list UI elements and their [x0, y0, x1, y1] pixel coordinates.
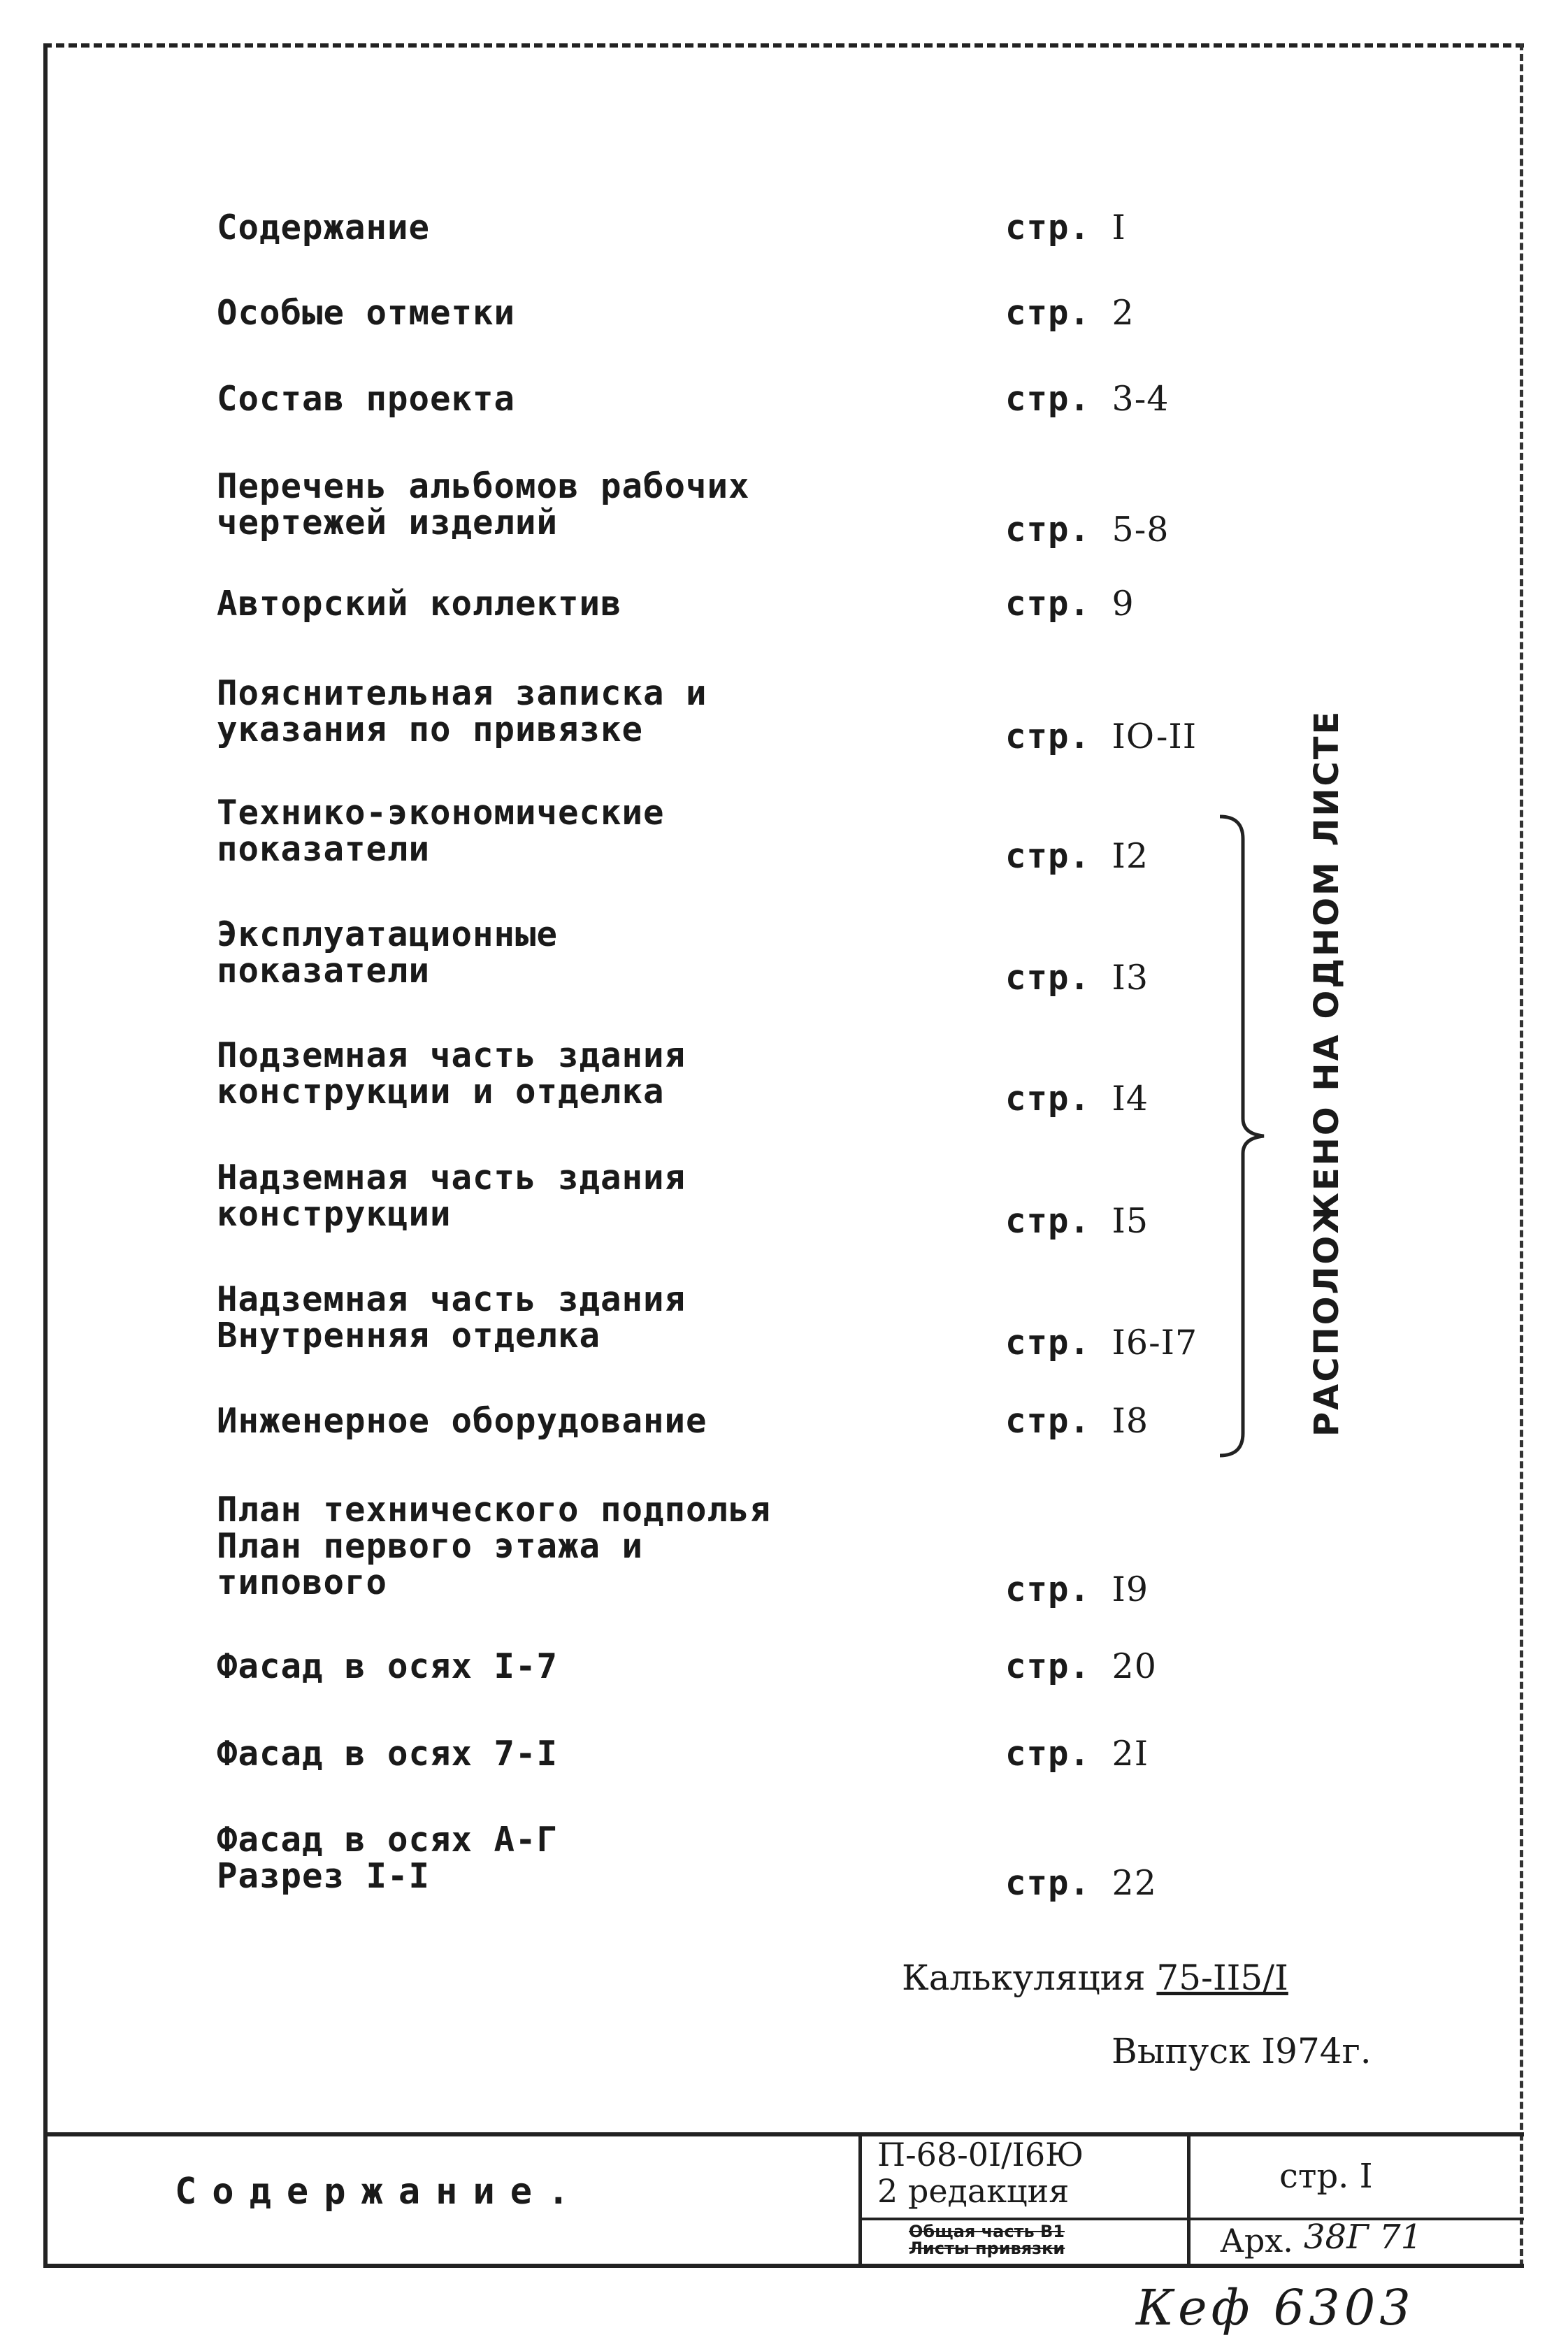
toc-page-prefix: стр.	[1005, 1201, 1091, 1241]
toc-item-title-line: Фасад в осях I-7	[217, 1646, 559, 1686]
toc-item-page	[1005, 381, 1169, 417]
toc-item-title	[217, 1281, 686, 1354]
toc-item-page	[1005, 210, 1126, 246]
toc-item-title	[217, 914, 559, 991]
toc-page-number: 5-8	[1112, 510, 1170, 549]
toc-item-title	[217, 381, 515, 417]
toc-page-number: I6-I7	[1112, 1323, 1198, 1363]
toc-item-title-line: показатели	[217, 951, 431, 991]
issue-year: Выпуск I974г.	[1112, 2031, 1372, 2071]
toc-item-page	[1005, 512, 1169, 548]
toc-page-number: I5	[1112, 1201, 1149, 1241]
toc-item-title-line: Фасад в осях 7-I	[217, 1734, 559, 1774]
stamp-title: Содержание.	[175, 2171, 585, 2213]
toc-item-title	[217, 1822, 558, 1895]
toc-page-prefix: стр.	[1005, 1569, 1091, 1609]
toc-item-title-line: конструкции	[217, 1194, 452, 1234]
toc-item-page	[1005, 1203, 1149, 1240]
toc-item-title	[217, 295, 515, 331]
stamp-divider-3	[858, 2218, 1187, 2220]
toc-item-title	[217, 210, 430, 246]
archive-number: 38Г 71	[1304, 2218, 1423, 2257]
frame-right-border	[1520, 43, 1523, 2266]
toc-item-page	[1005, 960, 1149, 996]
toc-page-number: 2I	[1112, 1734, 1149, 1774]
toc-page-number: I8	[1112, 1401, 1149, 1441]
toc-item-title	[217, 795, 665, 868]
toc-item-title	[217, 468, 750, 541]
frame-top-border	[43, 43, 1524, 48]
toc-page-number: I	[1112, 208, 1126, 247]
toc-page-number: I9	[1112, 1569, 1149, 1609]
toc-page-number: I3	[1112, 958, 1149, 998]
toc-item-title	[217, 1037, 686, 1110]
toc-item-title-line: Надземная часть здания	[217, 1279, 686, 1319]
toc-page-prefix: стр.	[1005, 1646, 1091, 1686]
toc-page-number: I2	[1112, 836, 1149, 876]
toc-page-number: I4	[1112, 1079, 1149, 1119]
stamp-page-number: стр. I	[1279, 2157, 1373, 2196]
toc-item-title-line: Подземная часть здания	[217, 1035, 686, 1075]
toc-item-title-line: конструкции и отделка	[217, 1072, 665, 1112]
toc-item-title	[217, 1492, 771, 1601]
toc-page-number: 22	[1112, 1863, 1157, 1903]
toc-page-number: 2	[1112, 293, 1135, 333]
toc-page-prefix: стр.	[1005, 379, 1091, 419]
toc-item-title-line: чертежей изделий	[217, 503, 559, 543]
toc-item-title-line: Надземная часть здания	[217, 1158, 686, 1198]
toc-page-number: 3-4	[1112, 379, 1170, 419]
toc-page-prefix: стр.	[1005, 1863, 1091, 1903]
toc-item-title-line: Авторский коллектив	[217, 584, 622, 624]
toc-item-title-line: Содержание	[217, 208, 431, 247]
calculation-label-text: Калькуляция	[902, 1957, 1146, 1998]
toc-item-title	[217, 1648, 558, 1685]
toc-item-title-line: Внутренняя отделка	[217, 1316, 601, 1356]
vertical-note: РАСПОЛОЖЕНО НА ОДНОМ ЛИСТЕ	[1307, 709, 1346, 1437]
toc-item-title-line: типового	[217, 1562, 388, 1602]
toc-page-prefix: стр.	[1005, 293, 1091, 333]
toc-page-prefix: стр.	[1005, 1401, 1091, 1441]
toc-item-title	[217, 586, 622, 622]
toc-item-title-line: Перечень альбомов рабочих	[217, 466, 750, 506]
frame-left-border	[43, 43, 48, 2266]
toc-page-prefix: стр.	[1005, 208, 1091, 247]
toc-page-prefix: стр.	[1005, 1079, 1091, 1119]
toc-page-prefix: стр.	[1005, 1323, 1091, 1363]
toc-item-title	[217, 1736, 558, 1772]
stamp-code: П-68-0I/I6Ю	[877, 2136, 1084, 2174]
stamp-divider-1	[858, 2132, 862, 2265]
toc-item-title-line: Разрез I-I	[217, 1856, 431, 1896]
stamp-section	[909, 2223, 1065, 2257]
toc-item-title-line: Особые отметки	[217, 293, 516, 333]
stamp-section-line-1: Общая часть В1	[909, 2222, 1065, 2241]
toc-page-number: IO-II	[1112, 717, 1197, 756]
stamp-top-border	[43, 2132, 1524, 2136]
toc-item-title	[217, 1403, 707, 1439]
toc-item-title-line: показатели	[217, 829, 431, 869]
curly-brace	[1216, 811, 1272, 1461]
stamp-section-line-2: Листы привязки	[909, 2239, 1065, 2258]
toc-page-prefix: стр.	[1005, 717, 1091, 756]
toc-page-prefix: стр.	[1005, 510, 1091, 549]
toc-item-page	[1005, 1569, 1149, 1609]
toc-item-title-line: Технико-экономические	[217, 793, 665, 833]
toc-page-prefix: стр.	[1005, 836, 1091, 876]
toc-page-prefix: стр.	[1005, 958, 1091, 998]
calculation-label	[902, 1957, 1288, 1998]
toc-item-page	[1005, 1403, 1149, 1439]
archive-label: Арх.	[1220, 2222, 1293, 2260]
toc-item-title-line: Эксплуатационные	[217, 914, 559, 954]
toc-page-number: 20	[1112, 1646, 1157, 1686]
toc-item-page	[1005, 719, 1197, 755]
toc-item-title-line: План технического подполья	[217, 1490, 772, 1530]
toc-item-page	[1005, 1736, 1149, 1772]
toc-item-page	[1005, 586, 1135, 622]
toc-item-title-line: Состав проекта	[217, 379, 516, 419]
toc-item-title	[217, 1160, 686, 1233]
calculation-number: 75-II5/I	[1156, 1957, 1288, 1998]
toc-page-prefix: стр.	[1005, 584, 1091, 624]
toc-item-title-line: Фасад в осях А-Г	[217, 1820, 559, 1860]
frame-bottom-border	[43, 2264, 1524, 2268]
toc-page-prefix: стр.	[1005, 1734, 1091, 1774]
toc-item-title-line: Инженерное оборудование	[217, 1401, 707, 1441]
toc-item-title-line: Пояснительная записка и	[217, 673, 707, 713]
toc-item-page	[1005, 295, 1135, 331]
handwritten-note: Кеф 6303	[1136, 2279, 1415, 2336]
toc-item-page	[1005, 1648, 1157, 1685]
stamp-divider-2	[1187, 2132, 1191, 2265]
toc-page-number: 9	[1112, 584, 1135, 624]
toc-item-page	[1005, 1865, 1157, 1902]
stamp-edition: 2 редакция	[877, 2172, 1070, 2210]
toc-item-page	[1005, 1325, 1197, 1361]
toc-item-page	[1005, 1081, 1149, 1117]
toc-item-title-line: указания по привязке	[217, 710, 644, 749]
toc-item-page	[1005, 838, 1149, 875]
toc-item-title-line: План первого этажа и	[217, 1526, 644, 1566]
toc-item-title	[217, 675, 707, 748]
